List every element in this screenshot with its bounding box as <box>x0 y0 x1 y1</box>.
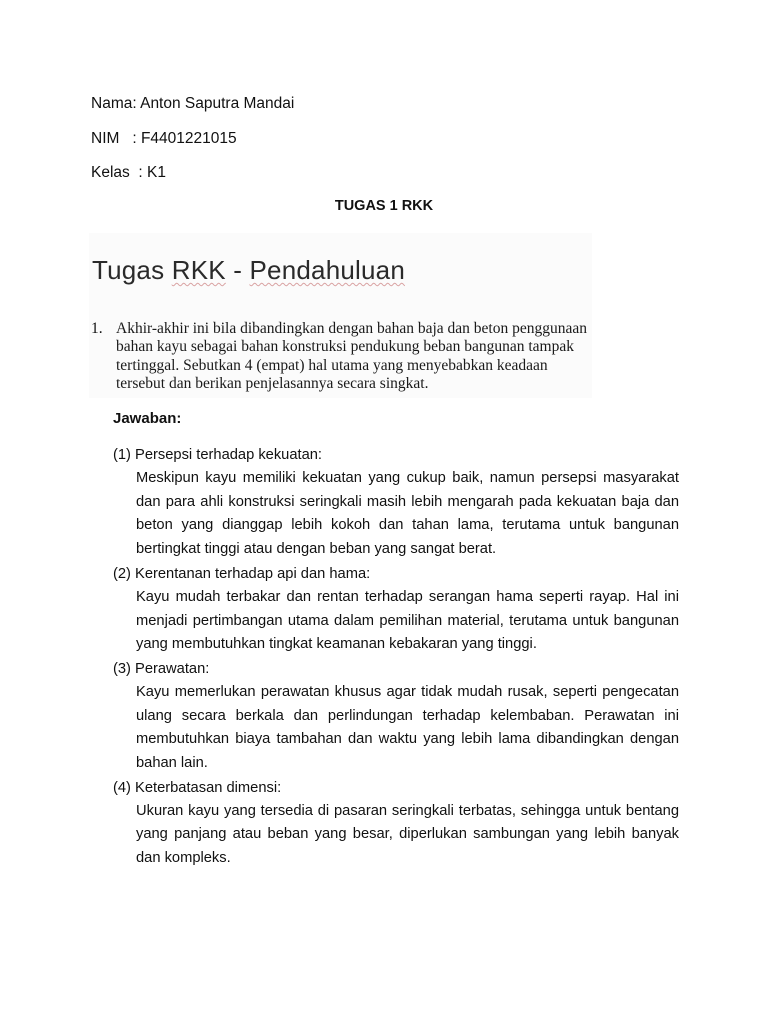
student-class: Kelas : K1 <box>91 164 166 181</box>
answer-label: Jawaban: <box>113 410 182 427</box>
answer-body: Meskipun kayu memiliki kekuatan yang cukup baik, namun persepsi masyarakat dan para ahli konstruksi seringkali masih lebih mengarah pada kekuatan baja dan beton yang dianggap lebih kokoh dan tahan lama, terutama untuk bangunan bertingkat tinggi atau dengan beban yang sangat berat. <box>136 470 679 558</box>
answer-item <box>113 443 679 562</box>
answer-body: Kayu memerlukan perawatan khusus agar tidak mudah rusak, seperti pengecatan ulang secara berkala dan perlindungan terhadap kelembaban. Perawatan ini membutuhkan biaya tambahan dan waktu yang lebih lama dibandingkan dengan bahan lain. <box>136 683 679 772</box>
scan-title-part4: Pendahuluan <box>249 255 405 285</box>
scan-title-part2: RKK <box>171 255 226 285</box>
scanned-question-image <box>89 233 592 398</box>
nim-label: NIM <box>91 130 120 147</box>
scan-title-part1: Tugas <box>92 255 172 285</box>
answer-body: Ukuran kayu yang tersedia di pasaran seringkali terbatas, sehingga untuk bentang yang panjang atau beban yang besar, diperlukan sambungan yang lebih banyak dan kompleks. <box>136 802 679 867</box>
page-title: TUGAS 1 RKK <box>334 198 434 214</box>
answer-item <box>113 657 679 776</box>
answer-item <box>113 776 679 871</box>
answer-body: Kayu mudah terbakar dan rentan terhadap serangan hama seperti rayap. Hal ini menjadi pertimbangan utama dalam pemilihan material, terutama untuk bangunan yang membutuhkan tingkat keamanan kebakaran yang tinggi. <box>136 588 679 653</box>
answer-list <box>113 443 679 871</box>
answer-heading: (1) Persepsi terhadap kekuatan: <box>113 447 323 463</box>
student-nim <box>91 130 237 148</box>
question-number: 1. <box>91 320 103 337</box>
answer-heading: (4) Keterbatasan dimensi: <box>113 779 282 796</box>
nim-value: : F4401221015 <box>119 130 237 147</box>
student-name: Nama: Anton Saputra Mandai <box>91 95 295 112</box>
answer-item <box>113 562 679 657</box>
scan-title-part3: - <box>225 255 250 285</box>
question-text: Akhir-akhir ini bila dibandingkan dengan bahan baja dan beton penggunaan bahan kayu sebagai bahan konstruksi pendukung beban bangunan tampak tertinggal. Sebutkan 4 (empat) hal utama yang menyebabkan keadaan tersebut dan berikan penjelasannya secara singkat. <box>116 320 588 392</box>
scanned-question-title <box>92 255 405 286</box>
answer-heading: (3) Perawatan: <box>113 660 210 677</box>
answer-heading: (2) Kerentanan terhadap api dan hama: <box>113 565 371 582</box>
